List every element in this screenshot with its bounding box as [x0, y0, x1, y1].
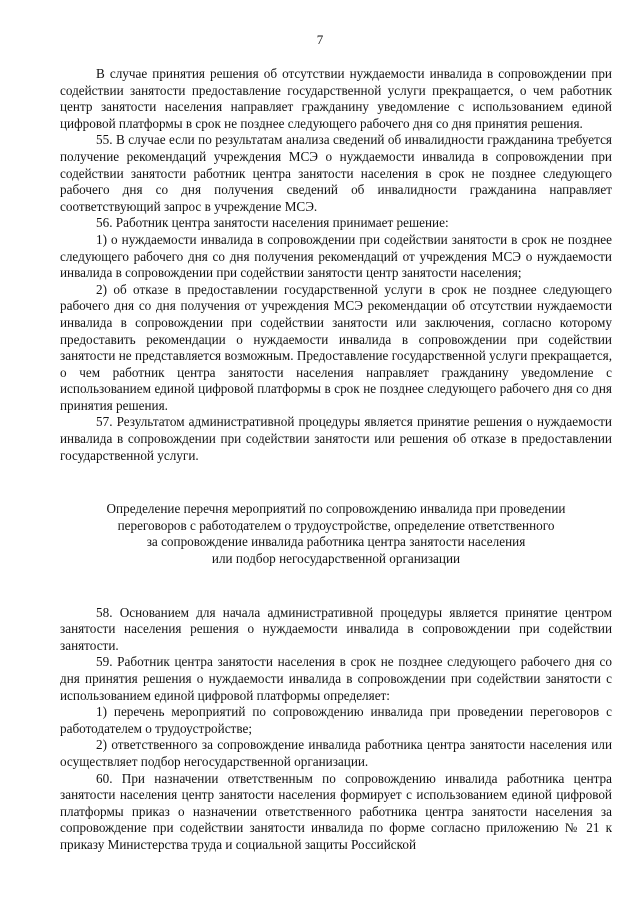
page-number: 7 — [316, 32, 324, 47]
section-heading-line: или подбор негосударственной организации — [211, 551, 461, 567]
paragraph-56: 56. Работник центра занятости населения принимает решение: — [96, 215, 449, 231]
paragraph-refusal-continuation: В случае принятия решения об отсутствии нуждаемости инвалида в сопровождении при содействии занятости предоставление государственной услуги прекращается, о чем работник центр занятости населения направляет гражданину уведомление с использованием единой цифровой платформы в срок не позднее следующего рабочего дня со дня принятия решения. — [60, 66, 612, 131]
section-heading-line: Определение перечня мероприятий по сопровождению инвалида при проведении — [106, 501, 566, 517]
paragraph-56-item-1: 1) о нуждаемости инвалида в сопровождении при содействии занятости в срок не позднее следующего рабочего дня со дня получения рекомендаций от учреждения МСЭ о нуждаемости инвалида в сопровождении при содействии занятости центр занятости населения; — [60, 231, 612, 281]
paragraph-59-item-2: 2) ответственного за сопровождение инвалида работника центра занятости населения или осуществляет подбор негосударственной организации. — [60, 737, 612, 769]
paragraph-60: 60. При назначении ответственным по сопровождению инвалида работника центра занятости населения центр занятости населения формирует с использованием единой цифровой платформы приказ о назначении ответственного работника центра занятости населения за сопровождение при содействии занятости инвалида по форме согласно приложению № 21 к приказу Министерства труда и социальной защиты Российской — [60, 770, 612, 852]
section-heading — [60, 501, 612, 567]
paragraph-55: 55. В случае если по результатам анализа сведений об инвалидности гражданина требуется получение рекомендаций учреждения МСЭ о нуждаемости инвалида в сопровождении при содействии занятости работник центра занятости населения в срок не позднее следующего рабочего дня со дня получения сведений об инвалидности гражданина направляет соответствующий запрос в учреждение МСЭ. — [60, 132, 612, 214]
paragraph-59: 59. Работник центра занятости населения в срок не позднее следующего рабочего дня со дня принятия решения о нуждаемости инвалида в сопровождении при содействии занятости с использованием единой цифровой платформы определяет: — [60, 654, 612, 703]
section-heading-line: за сопровождение инвалида работника центра занятости населения — [146, 534, 526, 550]
paragraph-57: 57. Результатом административной процедуры является принятие решения о нуждаемости инвалида в сопровождении при содействии занятости или решения об отказе в предоставлении государственной услуги. — [60, 414, 612, 463]
paragraph-59-item-1: 1) перечень мероприятий по сопровождению инвалида при проведении переговоров с работодателем о трудоустройстве; — [60, 704, 612, 736]
section-heading-line: переговоров с работодателем о трудоустройстве, определение ответственного — [117, 517, 555, 533]
paragraph-58: 58. Основанием для начала административной процедуры является принятие центром занятости населения решения о нуждаемости инвалида в сопровождении при содействии занятости. — [60, 604, 612, 653]
document-body — [60, 66, 612, 854]
paragraph-56-item-2: 2) об отказе в предоставлении государственной услуги в срок не позднее следующего рабочего дня со дня получения от учреждения МСЭ рекомендации об отсутствии нуждаемости инвалида в сопровождении при содействии занятости или заключения, согласно которому предоставить рекомендации о нуждаемости инвалида в сопровождении при содействии занятости не представляется возможным. Предоставление государственной услуги прекращается, о чем работник центра занятости населения направляет гражданину уведомление с использованием единой цифровой платформы в срок не позднее следующего рабочего дня со дня принятия решения. — [60, 281, 612, 413]
